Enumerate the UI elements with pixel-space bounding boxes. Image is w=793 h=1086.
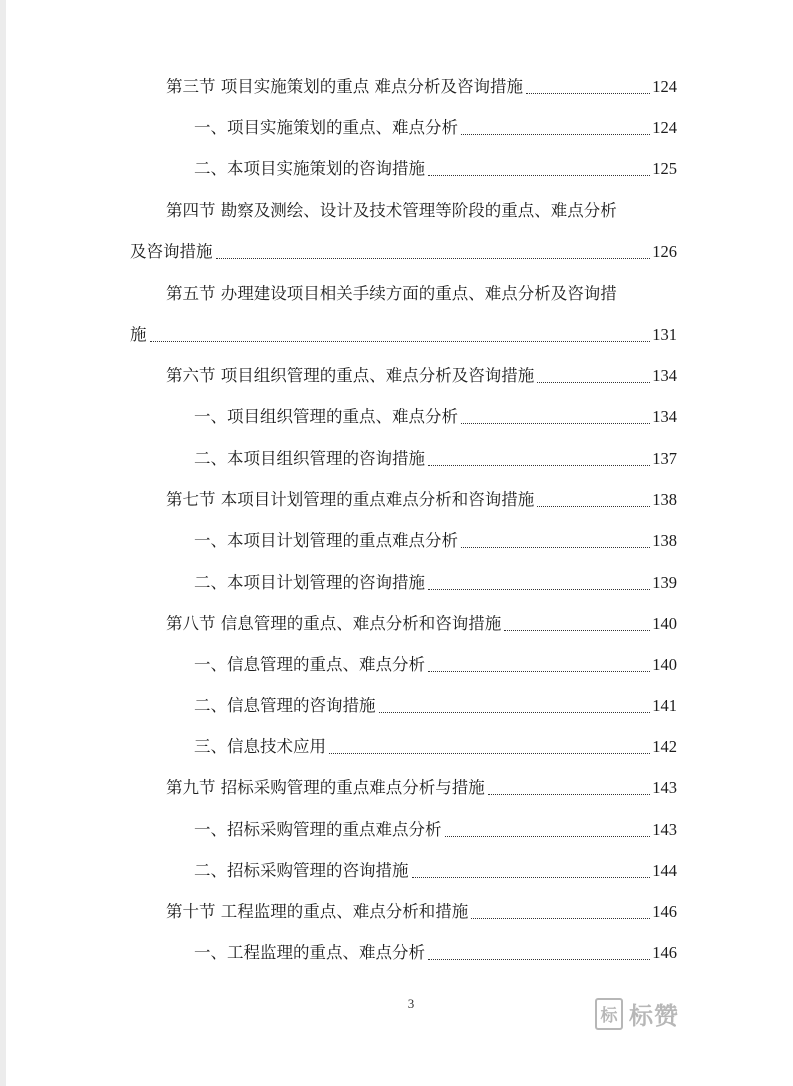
toc-entry-text: 施 — [130, 325, 147, 344]
dot-leader — [428, 959, 650, 960]
toc-entry-page: 131 — [652, 325, 677, 344]
dot-leader — [428, 465, 650, 466]
toc-entry-text: 二、信息管理的咨询措施 — [194, 696, 376, 715]
dot-leader — [537, 382, 650, 383]
toc-entry[interactable] — [194, 818, 677, 842]
toc-entry-page: 140 — [652, 614, 677, 633]
toc-entry-text: 第五节 办理建设项目相关手续方面的重点、难点分析及咨询措 — [166, 284, 617, 303]
toc-entry[interactable] — [166, 900, 677, 924]
table-of-contents — [6, 0, 793, 1000]
toc-entry-text: 一、项目组织管理的重点、难点分析 — [194, 407, 458, 426]
toc-entry-page: 124 — [652, 77, 677, 96]
toc-entry[interactable] — [166, 612, 677, 636]
toc-entry-page: 126 — [652, 242, 677, 261]
dot-leader — [329, 753, 650, 754]
dot-leader — [428, 175, 650, 176]
dot-leader — [412, 877, 651, 878]
toc-entry[interactable] — [194, 529, 677, 553]
toc-entry[interactable] — [194, 941, 677, 965]
toc-entry-page: 139 — [652, 573, 677, 592]
toc-entry-page: 140 — [652, 655, 677, 674]
toc-entry-text: 及咨询措施 — [130, 242, 213, 261]
toc-entry-text: 一、招标采购管理的重点难点分析 — [194, 820, 442, 839]
toc-entry-text: 第六节 项目组织管理的重点、难点分析及咨询措施 — [166, 366, 535, 385]
toc-entry-page: 134 — [652, 366, 677, 385]
toc-entry-page: 142 — [652, 737, 677, 756]
toc-entry-page: 146 — [652, 943, 677, 962]
toc-entry[interactable] — [130, 240, 677, 264]
toc-entry-text: 一、信息管理的重点、难点分析 — [194, 655, 425, 674]
watermark-logo — [595, 996, 679, 1031]
toc-entry-page: 134 — [652, 407, 677, 426]
toc-entry[interactable] — [166, 282, 681, 306]
page-number: 3 — [407, 996, 415, 1011]
dot-leader — [488, 794, 651, 795]
dot-leader — [504, 630, 650, 631]
toc-entry[interactable] — [166, 75, 677, 99]
toc-entry[interactable] — [194, 653, 677, 677]
dot-leader — [471, 918, 650, 919]
toc-entry-text: 二、本项目实施策划的咨询措施 — [194, 159, 425, 178]
toc-entry-page: 125 — [652, 159, 677, 178]
dot-leader — [150, 341, 651, 342]
toc-entry-text: 第七节 本项目计划管理的重点难点分析和咨询措施 — [166, 490, 535, 509]
brand-name: 标赞 — [629, 1002, 679, 1030]
toc-entry-text: 一、工程监理的重点、难点分析 — [194, 943, 425, 962]
dot-leader — [461, 423, 650, 424]
dot-leader — [216, 258, 651, 259]
toc-entry-page: 137 — [652, 449, 677, 468]
toc-entry-text: 二、招标采购管理的咨询措施 — [194, 861, 409, 880]
toc-entry[interactable] — [194, 116, 677, 140]
toc-entry-page: 124 — [652, 118, 677, 137]
toc-entry-text: 二、本项目组织管理的咨询措施 — [194, 449, 425, 468]
toc-entry-page: 138 — [652, 490, 677, 509]
dot-leader — [461, 134, 650, 135]
toc-entry-text: 第十节 工程监理的重点、难点分析和措施 — [166, 902, 469, 921]
toc-entry-text: 第三节 项目实施策划的重点 难点分析及咨询措施 — [166, 77, 523, 96]
toc-entry[interactable] — [166, 776, 677, 800]
dot-leader — [428, 671, 650, 672]
toc-entry[interactable] — [194, 447, 677, 471]
brand-logo-icon: 标 — [595, 998, 623, 1030]
toc-entry[interactable] — [194, 735, 677, 759]
toc-entry-page: 143 — [652, 820, 677, 839]
dot-leader — [461, 547, 650, 548]
toc-entry-text: 第九节 招标采购管理的重点难点分析与措施 — [166, 778, 485, 797]
dot-leader — [445, 836, 651, 837]
toc-entry[interactable] — [166, 199, 681, 223]
toc-entry[interactable] — [130, 323, 677, 347]
toc-entry[interactable] — [166, 488, 677, 512]
toc-entry-page: 144 — [652, 861, 677, 880]
toc-entry[interactable] — [194, 405, 677, 429]
toc-entry[interactable] — [194, 157, 677, 181]
toc-entry-text: 第八节 信息管理的重点、难点分析和咨询措施 — [166, 614, 502, 633]
dot-leader — [526, 93, 650, 94]
toc-entry[interactable] — [194, 571, 677, 595]
toc-entry-page: 146 — [652, 902, 677, 921]
toc-entry-text: 三、信息技术应用 — [194, 737, 326, 756]
toc-entry[interactable] — [194, 694, 677, 718]
dot-leader — [379, 712, 651, 713]
toc-entry-text: 第四节 勘察及测绘、设计及技术管理等阶段的重点、难点分析 — [166, 201, 617, 220]
dot-leader — [537, 506, 650, 507]
toc-entry[interactable] — [194, 859, 677, 883]
toc-entry-text: 二、本项目计划管理的咨询措施 — [194, 573, 425, 592]
toc-entry-page: 138 — [652, 531, 677, 550]
dot-leader — [428, 589, 650, 590]
toc-entry-text: 一、项目实施策划的重点、难点分析 — [194, 118, 458, 137]
toc-entry[interactable] — [166, 364, 677, 388]
toc-entry-page: 143 — [652, 778, 677, 797]
toc-entry-page: 141 — [652, 696, 677, 715]
toc-entry-text: 一、本项目计划管理的重点难点分析 — [194, 531, 458, 550]
